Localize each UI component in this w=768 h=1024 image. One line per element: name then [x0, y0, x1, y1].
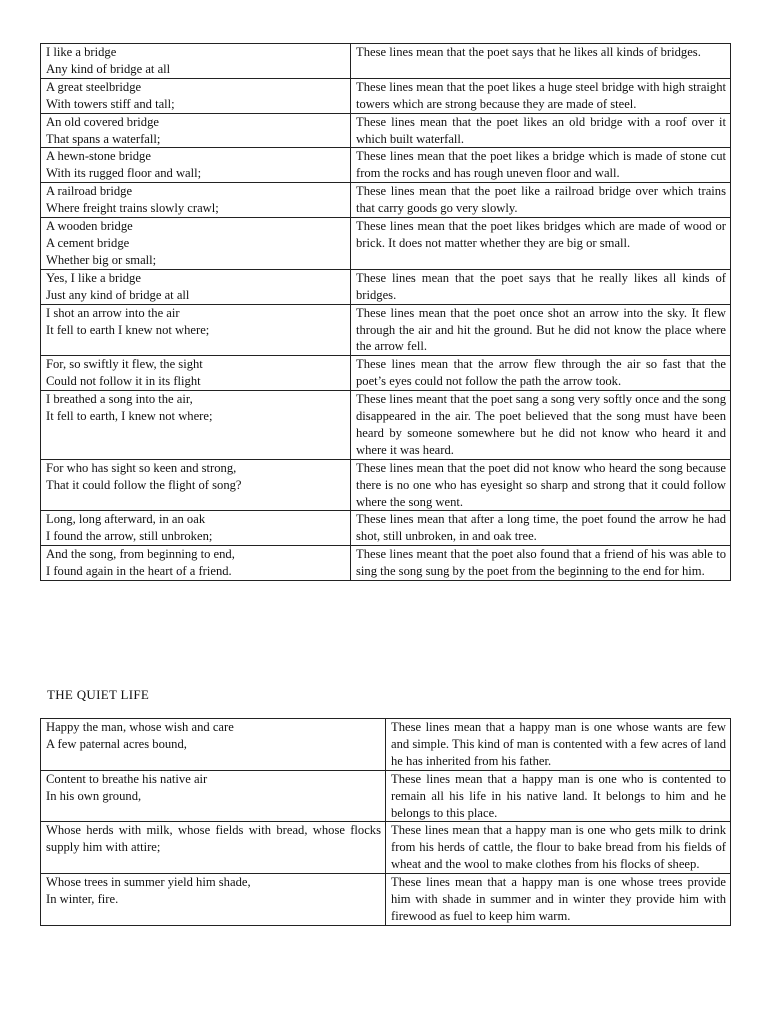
poem-lines-cell: For who has sight so keen and strong, That it could follow the flight of song?: [41, 459, 351, 511]
poem-lines-cell: An old covered bridge That spans a waterfall;: [41, 113, 351, 148]
table-row: [41, 269, 731, 304]
bridges-arrow-poem-table: [40, 43, 731, 581]
meaning-cell: These lines mean that the poet likes a bridge which is made of stone cut from the rocks and has rough uneven floor and wall.: [351, 148, 731, 183]
meaning-cell: These lines mean that the poet likes a huge steel bridge with high straight towers which are strong because they are made of steel.: [351, 78, 731, 113]
table-row: [41, 459, 731, 511]
meaning-cell: These lines mean that a happy man is one who is contented to remain all his life in his native land. It belongs to him and he belongs to this place.: [386, 770, 731, 822]
table-row: [41, 391, 731, 460]
poem-lines-cell: For, so swiftly it flew, the sight Could not follow it in its flight: [41, 356, 351, 391]
poem-lines-cell: Happy the man, whose wish and care A few paternal acres bound,: [41, 719, 386, 771]
poem-lines-cell: I shot an arrow into the air It fell to earth I knew not where;: [41, 304, 351, 356]
meaning-cell: These lines mean that the poet says that he likes all kinds of bridges.: [351, 44, 731, 79]
meaning-cell: These lines mean that a happy man is one who gets milk to drink from his herds of cattle, the flour to bake bread from his fields of wheat and the wool to make clothes from his flocks of sheep.: [386, 822, 731, 874]
poem-lines-cell: I like a bridge Any kind of bridge at all: [41, 44, 351, 79]
poem-lines-cell: A hewn-stone bridge With its rugged floor and wall;: [41, 148, 351, 183]
table-row: [41, 874, 731, 926]
poem-lines-cell: Long, long afterward, in an oak I found the arrow, still unbroken;: [41, 511, 351, 546]
poem-lines-cell: And the song, from beginning to end, I found again in the heart of a friend.: [41, 546, 351, 581]
meaning-cell: These lines meant that the poet also found that a friend of his was able to sing the song sung by the poet from the beginning to the end for him.: [351, 546, 731, 581]
section-heading: THE QUIET LIFE: [47, 687, 150, 702]
meaning-cell: These lines mean that after a long time, the poet found the arrow he had shot, still unbroken, in and oak tree.: [351, 511, 731, 546]
table-row: [41, 822, 731, 874]
meaning-cell: These lines mean that the arrow flew through the air so fast that the poet’s eyes could not follow the path the arrow took.: [351, 356, 731, 391]
meaning-cell: These lines mean that a happy man is one whose trees provide him with shade in summer and in winter they provide him with firewood as fuel to keep him warm.: [386, 874, 731, 926]
table-row: [41, 546, 731, 581]
meaning-cell: These lines meant that the poet sang a song very softly once and the song disappeared in the air. The poet believed that the song must have been heard by someone somewhere but he did not know who heard it and where it was heard.: [351, 391, 731, 460]
table-row: [41, 356, 731, 391]
meaning-cell: These lines mean that a happy man is one whose wants are few and simple. This kind of man is contented with a few acres of land he has inherited from his father.: [386, 719, 731, 771]
poem-lines-cell: Whose herds with milk, whose fields with bread, whose flocks supply him with attire;: [41, 822, 386, 874]
table-row: [41, 304, 731, 356]
meaning-cell: These lines mean that the poet did not know who heard the song because there is no one who has eyesight so sharp and strong that it could follow where the song went.: [351, 459, 731, 511]
table-row: [41, 770, 731, 822]
table-row: [41, 511, 731, 546]
poem-lines-cell: Content to breathe his native air In his own ground,: [41, 770, 386, 822]
table-row: [41, 78, 731, 113]
meaning-cell: These lines mean that the poet once shot an arrow into the sky. It flew through the air and hit the ground. But he did not know the place where the arrow fell.: [351, 304, 731, 356]
poem-lines-cell: Yes, I like a bridge Just any kind of bridge at all: [41, 269, 351, 304]
poem-lines-cell: A railroad bridge Where freight trains slowly crawl;: [41, 183, 351, 218]
poem-lines-cell: I breathed a song into the air, It fell to earth, I knew not where;: [41, 391, 351, 460]
table-row: [41, 719, 731, 771]
meaning-cell: These lines mean that the poet likes bridges which are made of wood or brick. It does not matter whether they are big or small.: [351, 218, 731, 270]
table-row: [41, 148, 731, 183]
table-row: [41, 183, 731, 218]
table-row: [41, 113, 731, 148]
poem-lines-cell: Whose trees in summer yield him shade, In winter, fire.: [41, 874, 386, 926]
table-row: [41, 44, 731, 79]
meaning-cell: These lines mean that the poet likes an old bridge with a roof over it which built waterfall.: [351, 113, 731, 148]
poem-lines-cell: A wooden bridge A cement bridge Whether big or small;: [41, 218, 351, 270]
quiet-life-poem-table: [40, 718, 731, 926]
meaning-cell: These lines mean that the poet says that he really likes all kinds of bridges.: [351, 269, 731, 304]
meaning-cell: These lines mean that the poet like a railroad bridge over which trains that carry goods go very slowly.: [351, 183, 731, 218]
poem-lines-cell: A great steelbridge With towers stiff and tall;: [41, 78, 351, 113]
table-row: [41, 218, 731, 270]
